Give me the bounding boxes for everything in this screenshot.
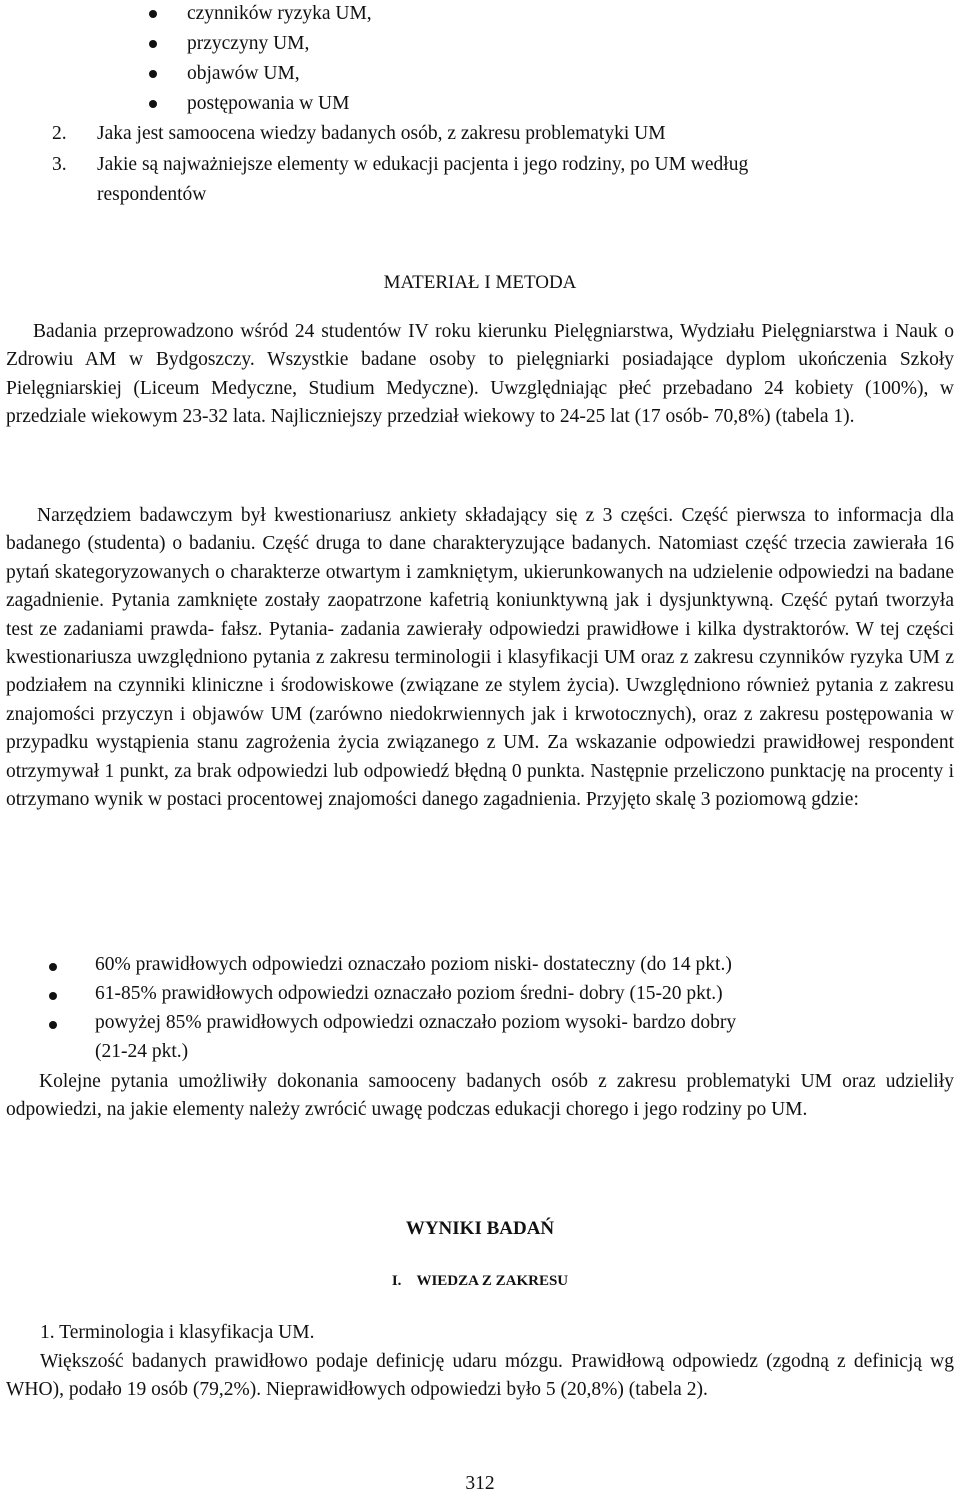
question-number: 3. — [52, 154, 67, 175]
bullet-dot — [49, 992, 57, 1000]
page-number: 312 — [465, 1473, 495, 1494]
bullet-dot — [49, 1021, 57, 1029]
list-item: 61-85% prawidłowych odpowiedzi oznaczało poziom średni- dobry (15-20 pkt.) — [95, 983, 723, 1004]
bullet-dot — [149, 10, 157, 18]
bullet-dot — [149, 40, 157, 48]
section-title: WIEDZA Z ZAKRESU — [416, 1273, 569, 1289]
question-text: Jaka jest samoocena wiedzy badanych osób, z zakresu problematyki UM — [97, 123, 666, 144]
bullet-dot — [149, 100, 157, 108]
paragraph-participants: Badania przeprowadzono wśród 24 studentów IV roku kierunku Pielęgniarstwa, Wydziału Pielęgniarstwa i Nauk o Zdrowiu AM w Bydgoszczy. Wszystkie badane osoby to pielęgniarki posiadające dyplom ukończenia Szkoły Pielęgniarskiej (Liceum Medyczne, Studium Medyczne). Uwzględniając płeć przebadano 24 kobiety (100%), w przedziale wiekowym 23-32 lata. Najliczniejszy przedział wiekowy to 24-25 lat (17 osób- 70,8%) (tabela 1). — [6, 321, 954, 428]
list-item: postępowania w UM — [187, 93, 350, 114]
list-item: 60% prawidłowych odpowiedzi oznaczało poziom niski- dostateczny (do 14 pkt.) — [95, 954, 732, 975]
list-item: przyczyny UM, — [187, 33, 310, 54]
section-heading: MATERIAŁ I METODA — [383, 272, 577, 293]
paragraph-self-assessment: Kolejne pytania umożliwiły dokonania samooceny badanych osób z zakresu problematyki UM oraz udzieliły odpowiedzi, na jakie elementy należy zwrócić uwagę podczas edukacji chorego i jego rodziny po UM. — [6, 1071, 954, 1121]
bullet-dot — [149, 70, 157, 78]
list-item: powyżej 85% prawidłowych odpowiedzi oznaczało poziom wysoki- bardzo dobry — [95, 1012, 737, 1033]
subsection-heading — [0, 1273, 960, 1290]
subsection-title: 1. Terminologia i klasyfikacja UM. — [40, 1322, 315, 1343]
list-item: czynników ryzyka UM, — [187, 3, 372, 24]
paragraph-results: Większość badanych prawidłowo podaje definicję udaru mózgu. Prawidłową odpowiedz (zgodną z definicją wg WHO), podało 19 osób (79,2%). Nieprawidłowych odpowiedzi było 5 (20,8%) (tabela 2). — [6, 1351, 954, 1401]
question-number: 2. — [52, 123, 67, 144]
bullet-dot — [49, 963, 57, 971]
section-number: I. — [391, 1273, 402, 1289]
paragraph-method: Narzędziem badawczym był kwestionariusz ankiety składający się z 3 części. Część pierwsza to informacja dla badanego (studenta) o badaniu. Część druga to dane charakteryzujące badanych. Natomiast część trzecia zawierała 16 pytań skategoryzowanych o charakterze otwartym i zamkniętym, ukierunkowanych na udzielenie odpowiedzi na badane zagadnienie. Pytania zamknięte zostały zaopatrzone kafetrią koniunktywną jak i dysjunktywną. Część pytań tworzyła test ze zadaniami prawda- fałsz. Pytania- zadania zawierały odpowiedzi prawidłowe i kilka dystraktorów. W tej części kwestionariusza uwzględniono pytania z zakresu terminologii i klasyfikacji UM oraz z zakresu czynników ryzyka UM z podziałem na czynniki kliniczne i środowiskowe (związane ze stylem życia). Uwzględniono również pytania z zakresu znajomości przyczyn i objawów UM (zarówno niedokrwiennych jak i krwotocznych), oraz z zakresu postępowania w przypadku wystąpienia stanu zagrożenia życia związanego z UM. Za wskazanie odpowiedzi prawidłowej respondent otrzymywał 1 punkt, za brak odpowiedzi lub odpowiedź błędną 0 punkta. Następnie przeliczono punktację na procenty i otrzymano wynik w postaci procentowej znajomości danego zagadnienia. Przyjęto skalę 3 poziomową gdzie: — [6, 505, 954, 811]
question-text: Jakie są najważniejsze elementy w edukacji pacjenta i jego rodziny, po UM według — [97, 154, 749, 175]
list-item: (21-24 pkt.) — [95, 1041, 189, 1062]
section-heading: WYNIKI BADAŃ — [405, 1218, 555, 1239]
question-text: respondentów — [97, 184, 207, 205]
list-item: objawów UM, — [187, 63, 300, 84]
